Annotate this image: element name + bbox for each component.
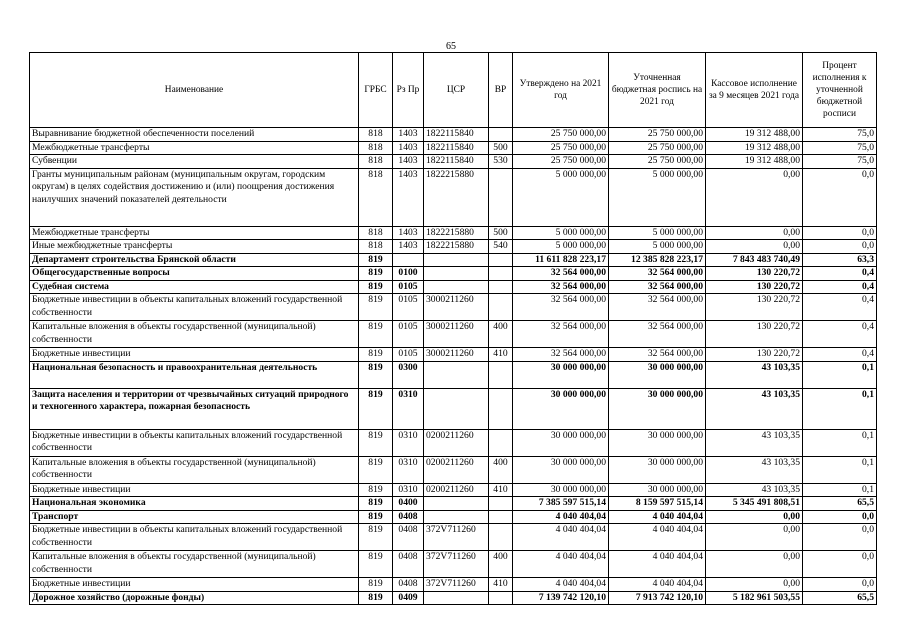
table-row: [30, 591, 877, 605]
row-name: Гранты муниципальным районам (муниципальным округам, городским округам) в целях содействия достижению и (или) поощрения достижения наилучших значений показателей деятельности: [30, 168, 359, 226]
row-csr: [424, 361, 489, 388]
row-name: Межбюджетные трансферты: [30, 226, 359, 240]
row-cash: 19 312 488,00: [706, 128, 803, 142]
row-refined: 30 000 000,00: [609, 388, 706, 429]
row-refined: 30 000 000,00: [609, 456, 706, 483]
row-refined: 4 040 404,04: [609, 510, 706, 524]
row-refined: 7 913 742 120,10: [609, 591, 706, 605]
row-name: Субвенции: [30, 155, 359, 169]
row-csr: 1822115840: [424, 155, 489, 169]
row-approved: 4 040 404,04: [513, 524, 609, 551]
row-vr: 400: [489, 321, 513, 348]
row-cash: 0,00: [706, 551, 803, 578]
row-csr: 1822115840: [424, 141, 489, 155]
row-name: Бюджетные инвестиции в объекты капитальных вложений государственной собственности: [30, 429, 359, 456]
row-percent: 75,0: [803, 141, 877, 155]
row-percent: 75,0: [803, 128, 877, 142]
table-row: [30, 429, 877, 456]
row-refined: 5 000 000,00: [609, 168, 706, 226]
row-cash: 130 220,72: [706, 294, 803, 321]
row-rzpr: 0300: [393, 361, 424, 388]
row-approved: 30 000 000,00: [513, 456, 609, 483]
table-row: [30, 168, 877, 226]
row-approved: 4 040 404,04: [513, 551, 609, 578]
row-approved: 32 564 000,00: [513, 294, 609, 321]
row-refined: 32 564 000,00: [609, 348, 706, 362]
row-percent: 0,1: [803, 483, 877, 497]
row-vr: 410: [489, 348, 513, 362]
table-row: [30, 294, 877, 321]
row-csr: 1822215880: [424, 240, 489, 254]
table-row: [30, 483, 877, 497]
row-name: Капитальные вложения в объекты государственной (муниципальной) собственности: [30, 456, 359, 483]
row-vr: 400: [489, 551, 513, 578]
row-cash: 19 312 488,00: [706, 141, 803, 155]
row-grbs: 819: [359, 510, 393, 524]
row-cash: 130 220,72: [706, 321, 803, 348]
row-cash: 43 103,35: [706, 388, 803, 429]
row-refined: 4 040 404,04: [609, 578, 706, 592]
row-approved: 30 000 000,00: [513, 388, 609, 429]
row-refined: 30 000 000,00: [609, 361, 706, 388]
row-approved: 32 564 000,00: [513, 280, 609, 294]
row-cash: 43 103,35: [706, 483, 803, 497]
row-refined: 32 564 000,00: [609, 267, 706, 281]
row-vr: [489, 128, 513, 142]
row-vr: 500: [489, 226, 513, 240]
column-header-vr: ВР: [489, 53, 513, 128]
row-approved: 4 040 404,04: [513, 510, 609, 524]
row-approved: 5 000 000,00: [513, 168, 609, 226]
row-refined: 32 564 000,00: [609, 321, 706, 348]
row-cash: 7 843 483 740,49: [706, 253, 803, 267]
row-name: Национальная экономика: [30, 497, 359, 511]
row-percent: 0,0: [803, 551, 877, 578]
row-csr: 1822215880: [424, 168, 489, 226]
row-csr: [424, 280, 489, 294]
row-cash: 5 182 961 503,55: [706, 591, 803, 605]
row-grbs: 819: [359, 388, 393, 429]
row-csr: [424, 510, 489, 524]
row-grbs: 819: [359, 578, 393, 592]
table-row: [30, 497, 877, 511]
row-approved: 30 000 000,00: [513, 429, 609, 456]
row-cash: 0,00: [706, 168, 803, 226]
table-row: [30, 128, 877, 142]
row-percent: 0,1: [803, 361, 877, 388]
row-rzpr: 1403: [393, 128, 424, 142]
row-name: Иные межбюджетные трансферты: [30, 240, 359, 254]
row-grbs: 819: [359, 591, 393, 605]
row-vr: [489, 591, 513, 605]
row-cash: 43 103,35: [706, 361, 803, 388]
row-percent: 63,3: [803, 253, 877, 267]
row-approved: 32 564 000,00: [513, 267, 609, 281]
row-rzpr: 0408: [393, 551, 424, 578]
row-vr: [489, 510, 513, 524]
column-header-percent: Процент исполнения к уточненной бюджетной росписи: [803, 53, 877, 128]
row-name: Бюджетные инвестиции: [30, 578, 359, 592]
row-vr: 540: [489, 240, 513, 254]
row-refined: 30 000 000,00: [609, 483, 706, 497]
row-refined: 12 385 828 223,17: [609, 253, 706, 267]
row-percent: 0,4: [803, 294, 877, 321]
row-cash: 130 220,72: [706, 280, 803, 294]
row-rzpr: 0310: [393, 483, 424, 497]
row-name: Общегосударственные вопросы: [30, 267, 359, 281]
row-refined: 25 750 000,00: [609, 128, 706, 142]
row-rzpr: 0105: [393, 348, 424, 362]
row-grbs: 819: [359, 429, 393, 456]
row-grbs: 819: [359, 456, 393, 483]
row-vr: [489, 524, 513, 551]
row-name: Капитальные вложения в объекты государственной (муниципальной) собственности: [30, 551, 359, 578]
row-rzpr: 0310: [393, 388, 424, 429]
table-row: [30, 155, 877, 169]
row-percent: 0,4: [803, 321, 877, 348]
row-percent: 0,0: [803, 578, 877, 592]
table-row: [30, 240, 877, 254]
row-grbs: 819: [359, 483, 393, 497]
row-approved: 11 611 828 223,17: [513, 253, 609, 267]
row-percent: 0,1: [803, 388, 877, 429]
table-row: [30, 280, 877, 294]
row-name: Судебная система: [30, 280, 359, 294]
row-csr: 0200211260: [424, 483, 489, 497]
row-csr: 3000211260: [424, 321, 489, 348]
row-vr: [489, 253, 513, 267]
page-number: 65: [446, 41, 456, 52]
row-vr: [489, 388, 513, 429]
column-header-cash: Кассовое исполнение за 9 месяцев 2021 года: [706, 53, 803, 128]
row-grbs: 819: [359, 321, 393, 348]
row-vr: 530: [489, 155, 513, 169]
row-approved: 25 750 000,00: [513, 155, 609, 169]
row-vr: 410: [489, 578, 513, 592]
column-header-approved: Утверждено на 2021 год: [513, 53, 609, 128]
row-csr: [424, 267, 489, 281]
row-vr: [489, 294, 513, 321]
row-name: Департамент строительства Брянской области: [30, 253, 359, 267]
row-percent: 0,4: [803, 280, 877, 294]
row-rzpr: 0310: [393, 429, 424, 456]
row-csr: 372V711260: [424, 578, 489, 592]
row-csr: 372V711260: [424, 551, 489, 578]
row-rzpr: 0400: [393, 497, 424, 511]
row-name: Транспорт: [30, 510, 359, 524]
row-rzpr: 0408: [393, 578, 424, 592]
row-approved: 4 040 404,04: [513, 578, 609, 592]
row-approved: 7 139 742 120,10: [513, 591, 609, 605]
row-vr: [489, 168, 513, 226]
row-name: Капитальные вложения в объекты государственной (муниципальной) собственности: [30, 321, 359, 348]
column-header-rzpr: Рз Пр: [393, 53, 424, 128]
row-grbs: 819: [359, 294, 393, 321]
row-percent: 0,0: [803, 240, 877, 254]
row-percent: 75,0: [803, 155, 877, 169]
row-grbs: 819: [359, 551, 393, 578]
row-cash: 0,00: [706, 226, 803, 240]
row-percent: 0,1: [803, 429, 877, 456]
row-grbs: 819: [359, 280, 393, 294]
row-csr: 372V711260: [424, 524, 489, 551]
row-percent: 0,0: [803, 510, 877, 524]
row-vr: [489, 267, 513, 281]
table-header-row: [30, 53, 877, 128]
row-percent: 65,5: [803, 497, 877, 511]
row-name: Бюджетные инвестиции в объекты капитальных вложений государственной собственности: [30, 294, 359, 321]
row-refined: 25 750 000,00: [609, 141, 706, 155]
row-csr: 0200211260: [424, 429, 489, 456]
row-name: Выравнивание бюджетной обеспеченности поселений: [30, 128, 359, 142]
row-grbs: 818: [359, 155, 393, 169]
row-percent: 0,0: [803, 524, 877, 551]
row-rzpr: 1403: [393, 168, 424, 226]
row-vr: [489, 280, 513, 294]
row-csr: [424, 591, 489, 605]
row-vr: 500: [489, 141, 513, 155]
table-row: [30, 141, 877, 155]
table-row: [30, 361, 877, 388]
row-rzpr: 0310: [393, 456, 424, 483]
row-approved: 32 564 000,00: [513, 321, 609, 348]
row-csr: [424, 253, 489, 267]
row-approved: 5 000 000,00: [513, 240, 609, 254]
row-cash: 0,00: [706, 578, 803, 592]
row-cash: 0,00: [706, 510, 803, 524]
row-rzpr: 0100: [393, 267, 424, 281]
table-row: [30, 253, 877, 267]
row-csr: [424, 388, 489, 429]
row-csr: 1822115840: [424, 128, 489, 142]
row-cash: 5 345 491 808,51: [706, 497, 803, 511]
row-rzpr: 1403: [393, 240, 424, 254]
row-refined: 30 000 000,00: [609, 429, 706, 456]
row-cash: 130 220,72: [706, 348, 803, 362]
row-percent: 0,1: [803, 456, 877, 483]
row-csr: 3000211260: [424, 294, 489, 321]
row-percent: 0,0: [803, 168, 877, 226]
row-grbs: 819: [359, 267, 393, 281]
row-cash: 19 312 488,00: [706, 155, 803, 169]
row-approved: 5 000 000,00: [513, 226, 609, 240]
row-vr: [489, 497, 513, 511]
row-refined: 8 159 597 515,14: [609, 497, 706, 511]
row-vr: 400: [489, 456, 513, 483]
row-rzpr: 1403: [393, 141, 424, 155]
row-grbs: 818: [359, 240, 393, 254]
row-name: Защита населения и территории от чрезвычайных ситуаций природного и техногенного характера, пожарная безопасность: [30, 388, 359, 429]
row-rzpr: 0105: [393, 321, 424, 348]
row-percent: 0,4: [803, 267, 877, 281]
row-approved: 30 000 000,00: [513, 361, 609, 388]
budget-execution-table: [29, 52, 877, 605]
row-grbs: 818: [359, 128, 393, 142]
row-refined: 5 000 000,00: [609, 240, 706, 254]
row-cash: 43 103,35: [706, 456, 803, 483]
column-header-grbs: ГРБС: [359, 53, 393, 128]
column-header-refined: Уточненная бюджетная роспись на 2021 год: [609, 53, 706, 128]
row-cash: 0,00: [706, 524, 803, 551]
row-percent: 0,0: [803, 226, 877, 240]
row-refined: 4 040 404,04: [609, 551, 706, 578]
row-cash: 0,00: [706, 240, 803, 254]
row-percent: 0,4: [803, 348, 877, 362]
row-rzpr: 0105: [393, 294, 424, 321]
table-row: [30, 226, 877, 240]
row-grbs: 819: [359, 253, 393, 267]
row-grbs: 819: [359, 524, 393, 551]
row-csr: 0200211260: [424, 456, 489, 483]
row-grbs: 819: [359, 497, 393, 511]
row-csr: [424, 497, 489, 511]
row-vr: [489, 429, 513, 456]
column-header-name: Наименование: [30, 53, 359, 128]
row-refined: 25 750 000,00: [609, 155, 706, 169]
row-approved: 25 750 000,00: [513, 141, 609, 155]
row-vr: [489, 361, 513, 388]
row-approved: 30 000 000,00: [513, 483, 609, 497]
row-cash: 43 103,35: [706, 429, 803, 456]
row-approved: 7 385 597 515,14: [513, 497, 609, 511]
row-approved: 25 750 000,00: [513, 128, 609, 142]
row-rzpr: 0408: [393, 510, 424, 524]
row-rzpr: 1403: [393, 155, 424, 169]
row-rzpr: 0409: [393, 591, 424, 605]
row-name: Бюджетные инвестиции в объекты капитальных вложений государственной собственности: [30, 524, 359, 551]
row-rzpr: 0105: [393, 280, 424, 294]
row-name: Национальная безопасность и правоохранительная деятельность: [30, 361, 359, 388]
column-header-csr: ЦСР: [424, 53, 489, 128]
row-name: Дорожное хозяйство (дорожные фонды): [30, 591, 359, 605]
row-grbs: 819: [359, 361, 393, 388]
row-approved: 32 564 000,00: [513, 348, 609, 362]
row-name: Межбюджетные трансферты: [30, 141, 359, 155]
row-rzpr: [393, 253, 424, 267]
row-percent: 65,5: [803, 591, 877, 605]
table-row: [30, 348, 877, 362]
row-grbs: 819: [359, 348, 393, 362]
row-refined: 4 040 404,04: [609, 524, 706, 551]
row-name: Бюджетные инвестиции: [30, 348, 359, 362]
row-grbs: 818: [359, 168, 393, 226]
row-refined: 32 564 000,00: [609, 294, 706, 321]
table-row: [30, 524, 877, 551]
row-name: Бюджетные инвестиции: [30, 483, 359, 497]
row-rzpr: 0408: [393, 524, 424, 551]
row-rzpr: 1403: [393, 226, 424, 240]
table-row: [30, 388, 877, 429]
table-row: [30, 551, 877, 578]
table-row: [30, 321, 877, 348]
row-cash: 130 220,72: [706, 267, 803, 281]
table-row: [30, 510, 877, 524]
row-csr: 1822215880: [424, 226, 489, 240]
table-row: [30, 578, 877, 592]
table-row: [30, 456, 877, 483]
row-refined: 5 000 000,00: [609, 226, 706, 240]
row-grbs: 818: [359, 141, 393, 155]
table-row: [30, 267, 877, 281]
row-csr: 3000211260: [424, 348, 489, 362]
row-refined: 32 564 000,00: [609, 280, 706, 294]
row-grbs: 818: [359, 226, 393, 240]
row-vr: 410: [489, 483, 513, 497]
